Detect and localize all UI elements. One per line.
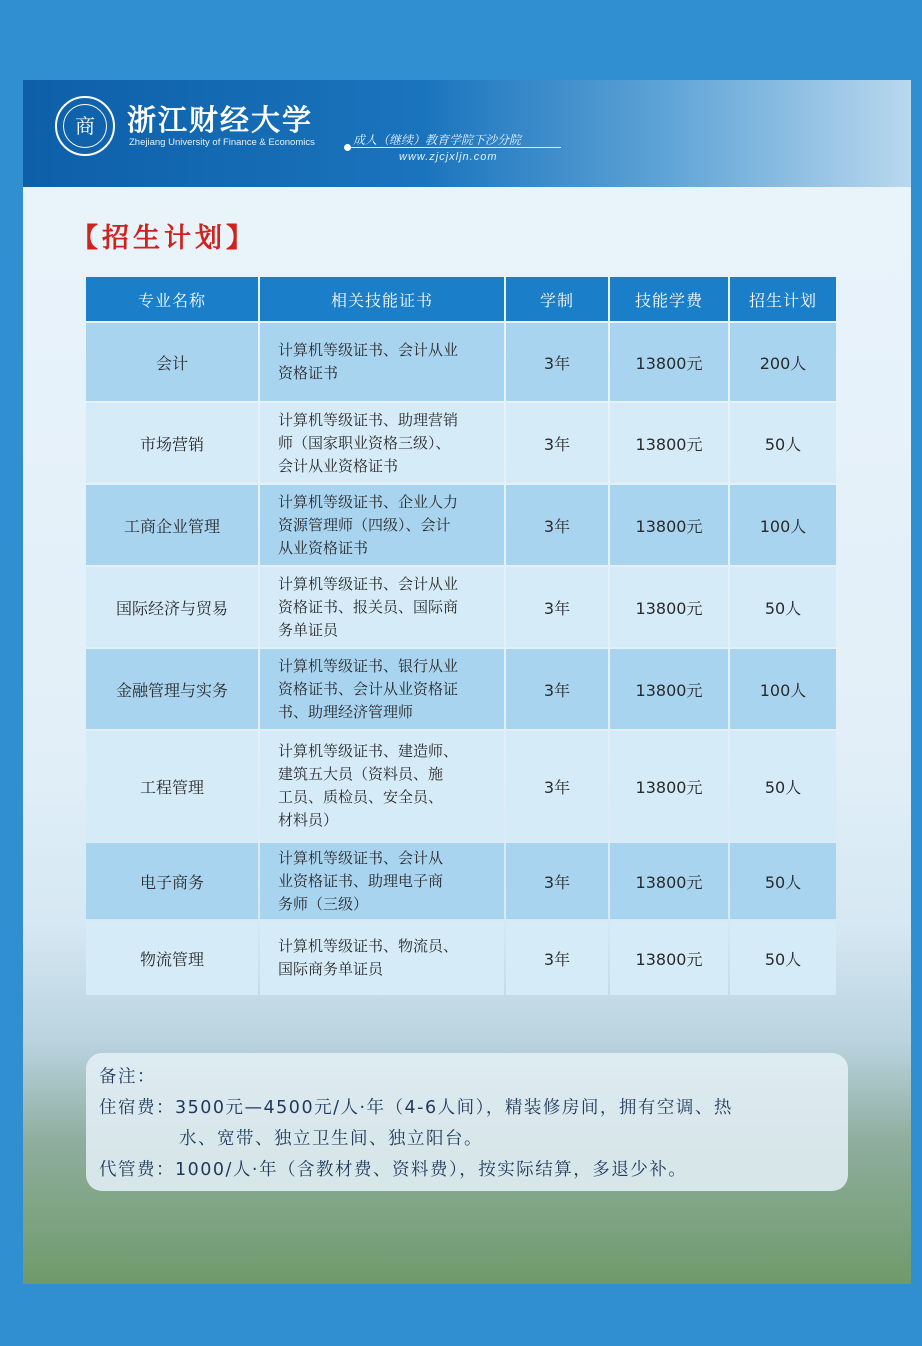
cell-major: 电子商务 — [86, 843, 258, 919]
cell-duration: 3年 — [506, 731, 608, 841]
notes-line: 代管费：1000/人·年（含教材费、资料费），按实际结算，多退少补。 — [99, 1160, 688, 1180]
certificate-line: 书、助理经济管理师 — [278, 702, 414, 721]
certificate-line: 计算机等级证书、助理营销 — [278, 410, 459, 429]
cell-certificates — [260, 731, 504, 841]
cell-duration: 3年 — [506, 567, 608, 647]
certificate-line: 计算机等级证书、建造师、 — [278, 742, 459, 760]
cell-fee: 13800元 — [610, 649, 728, 729]
cell-certificates — [260, 323, 504, 401]
cell-duration: 3年 — [506, 843, 608, 919]
cell-certificates — [260, 843, 504, 919]
cell-fee: 13800元 — [610, 485, 728, 565]
table-row — [86, 567, 836, 647]
certificate-line: 资格证书 — [278, 364, 339, 382]
certificate-line: 国际商务单证员 — [278, 960, 384, 978]
certificate-line: 师（国家职业资格三级）、 — [278, 433, 451, 452]
certificate-line: 计算机等级证书、会计从 — [278, 848, 444, 867]
cell-major: 物流管理 — [86, 921, 258, 995]
certificate-line: 计算机等级证书、银行从业 — [278, 656, 459, 675]
cell-plan: 50人 — [730, 731, 836, 841]
enrollment-table — [84, 275, 838, 997]
cell-plan: 200人 — [730, 323, 836, 401]
notes-line: 水、宽带、独立卫生间、独立阳台。 — [179, 1129, 483, 1149]
cell-plan: 50人 — [730, 403, 836, 483]
website-url[interactable]: www.zjcjxljn.com — [399, 151, 498, 163]
section-title: 【招生计划】 — [71, 223, 257, 254]
certificate-line: 资源管理师（四级）、会计 — [278, 515, 451, 534]
cell-plan: 50人 — [730, 843, 836, 919]
certificate-line: 工员、质检员、安全员、 — [278, 788, 444, 806]
cell-major: 会计 — [86, 323, 258, 401]
poster — [23, 80, 911, 1284]
cell-fee: 13800元 — [610, 843, 728, 919]
cell-certificates — [260, 649, 504, 729]
certificate-line: 材料员） — [278, 811, 339, 829]
cell-plan: 100人 — [730, 649, 836, 729]
cell-plan: 50人 — [730, 567, 836, 647]
certificate-line: 从业资格证书 — [278, 538, 369, 557]
header-banner — [23, 80, 911, 187]
cell-major: 工商企业管理 — [86, 485, 258, 565]
cell-duration: 3年 — [506, 323, 608, 401]
divider-line — [349, 147, 561, 148]
notes-box — [86, 1053, 848, 1191]
cell-fee: 13800元 — [610, 567, 728, 647]
university-name-cn: 浙江财经大学 — [127, 103, 314, 137]
cell-major: 工程管理 — [86, 731, 258, 841]
table-row — [86, 843, 836, 919]
table-row — [86, 731, 836, 841]
certificate-line: 会计从业资格证书 — [278, 456, 399, 475]
table-body — [86, 323, 836, 995]
notes-line: 住宿费：3500元—4500元/人·年（4-6人间），精装修房间，拥有空调、热 — [99, 1098, 733, 1118]
table-row — [86, 323, 836, 401]
university-name-en: Zhejiang University of Finance & Economics — [129, 137, 315, 148]
certificate-line: 计算机等级证书、会计从业 — [278, 574, 459, 593]
certificate-line: 务单证员 — [278, 620, 339, 639]
seal-glyph: 商 — [63, 104, 107, 148]
table-row — [86, 485, 836, 565]
certificate-line: 资格证书、报关员、国际商 — [278, 597, 459, 616]
certificate-line: 计算机等级证书、企业人力 — [278, 492, 459, 511]
cell-certificates — [260, 921, 504, 995]
certificate-line: 建筑五大员（资料员、施 — [278, 765, 444, 783]
certificate-line: 计算机等级证书、物流员、 — [278, 937, 459, 955]
header-fee: 技能学费 — [610, 277, 728, 321]
certificate-line: 计算机等级证书、会计从业 — [278, 341, 459, 359]
notes-label: 备注： — [99, 1067, 156, 1087]
header-plan: 招生计划 — [730, 277, 836, 321]
certificate-line: 业资格证书、助理电子商 — [278, 871, 444, 890]
header-duration: 学制 — [506, 277, 608, 321]
cell-fee: 13800元 — [610, 731, 728, 841]
cell-plan: 50人 — [730, 921, 836, 995]
cell-duration: 3年 — [506, 403, 608, 483]
cell-major: 市场营销 — [86, 403, 258, 483]
cell-major: 国际经济与贸易 — [86, 567, 258, 647]
cell-certificates — [260, 403, 504, 483]
cell-certificates — [260, 567, 504, 647]
table-row — [86, 403, 836, 483]
college-name: 成人（继续）教育学院下沙分院 — [353, 133, 522, 147]
cell-certificates — [260, 485, 504, 565]
cell-fee: 13800元 — [610, 403, 728, 483]
cell-fee: 13800元 — [610, 921, 728, 995]
cell-duration: 3年 — [506, 921, 608, 995]
cell-plan: 100人 — [730, 485, 836, 565]
table-row — [86, 649, 836, 729]
table-row — [86, 921, 836, 995]
cell-duration: 3年 — [506, 649, 608, 729]
cell-fee: 13800元 — [610, 323, 728, 401]
university-seal-icon — [55, 96, 115, 156]
certificate-line: 资格证书、会计从业资格证 — [278, 679, 459, 698]
cell-duration: 3年 — [506, 485, 608, 565]
table-header-row — [86, 277, 836, 321]
header-major: 专业名称 — [86, 277, 258, 321]
header-certificates: 相关技能证书 — [260, 277, 504, 321]
cell-major: 金融管理与实务 — [86, 649, 258, 729]
certificate-line: 务师（三级） — [278, 894, 369, 913]
